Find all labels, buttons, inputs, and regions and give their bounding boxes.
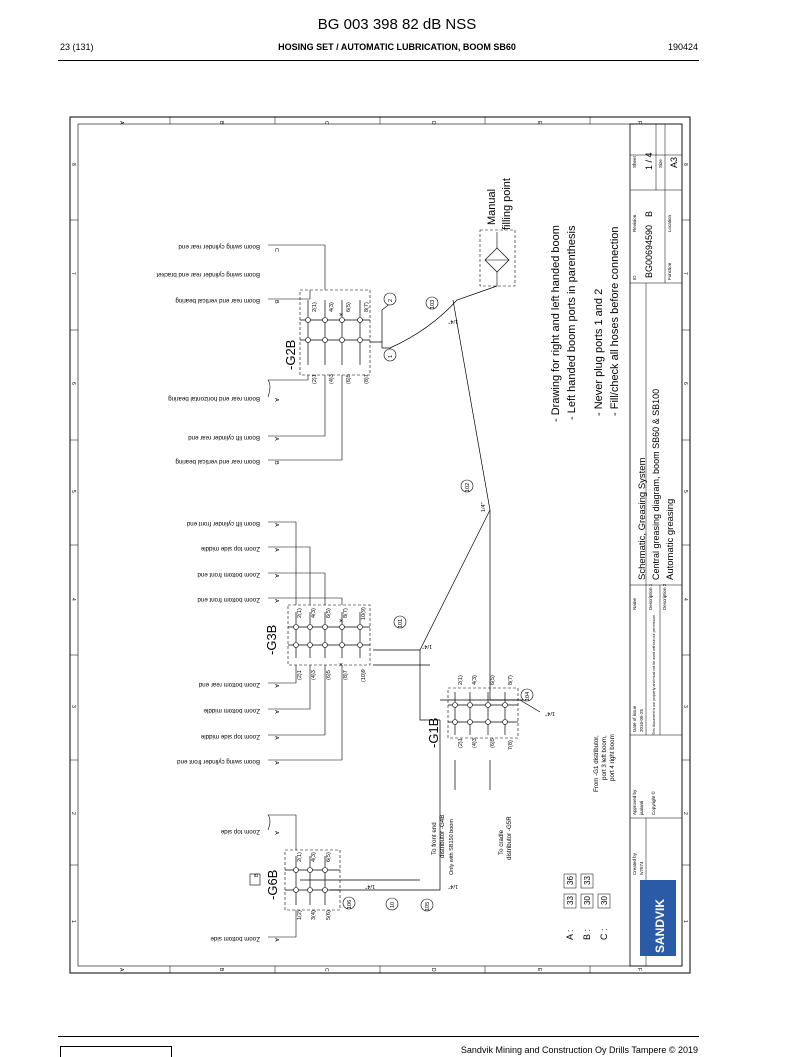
g6b-port-l3: 5(6): [326, 910, 332, 920]
pin-a-8: A: [273, 710, 279, 714]
pin-a-3: A: [273, 523, 279, 527]
to-cradle-2: distributor -G5R: [506, 816, 513, 860]
g2b-port-l2: (4)3: [329, 374, 335, 384]
footer-logo: [60, 1046, 172, 1057]
g3b-port-r2: 4(3): [311, 608, 317, 618]
g3b-port-l1: (2)1: [297, 670, 303, 680]
grid-side-r2: 2: [682, 812, 688, 815]
size-103: 1/4": [448, 318, 458, 324]
desc1-label: Description 1: [648, 583, 653, 610]
hose-106: 106: [347, 899, 353, 909]
drawing-frame: [70, 117, 690, 973]
g3b-plug-mark-2: ×: [339, 662, 344, 669]
distributor-g1b: [426, 675, 518, 750]
label-swing-front: Boom swing cylinder front end: [177, 758, 260, 765]
size-106: 1/4": [365, 883, 375, 889]
pin-a-7: A: [273, 684, 279, 688]
g3b-port-r1: 2(1): [297, 608, 303, 618]
document-title: BG 003 398 82 dB NSS: [317, 16, 477, 33]
grid-top-a: A: [118, 121, 124, 125]
id-label: ID: [632, 275, 637, 280]
grid-side-r7: 7: [682, 272, 688, 275]
g6b-port-l2: 3(4): [311, 910, 317, 920]
disclaimer: This document is our property and must not be used without our permission.: [652, 613, 656, 735]
created-by-label: Created by: [632, 852, 637, 875]
grid-side-3: 3: [70, 705, 76, 708]
grid-side-4: 4: [70, 598, 76, 601]
g3b-port-l2: (4)3: [311, 670, 317, 680]
grid-bottom-e: E: [536, 968, 542, 972]
grid-side-1: 1: [70, 920, 76, 923]
label-swing-rear: Boom swing cylinder rear end: [178, 243, 260, 250]
sheet-label: Sheet: [632, 156, 637, 168]
g3b-port-r3: 6(5): [326, 608, 332, 618]
distributor-g2b: [283, 290, 370, 384]
g2b-port-r2: 4(3): [329, 302, 335, 312]
date-label: Date of issue: [632, 705, 637, 732]
grid-letters: [70, 121, 688, 972]
approved-by-label: Approved by: [632, 789, 637, 815]
pin-c: C: [273, 248, 279, 252]
hose-number-circles: [343, 293, 533, 911]
grid-top-e: E: [536, 121, 542, 125]
g1b-port-r1: 2(1): [458, 675, 464, 685]
grid-side-r6: 6: [682, 382, 688, 385]
g2b-name: -G2B: [283, 339, 298, 370]
size-101: 1/4": [422, 643, 432, 649]
g3b-port-l5: (10)9: [361, 669, 367, 682]
label-bottom-rear: Zoom bottom rear end: [198, 681, 260, 688]
drawing-inner-frame: [78, 124, 682, 966]
size-102: 1/4": [481, 502, 487, 512]
grid-top-b: B: [218, 121, 224, 125]
drawing-id: BG00694590: [644, 224, 654, 278]
g2b-port-l1: (2)1: [312, 374, 318, 384]
label-top-middle-2: Zoom top side middle: [200, 733, 260, 740]
description-1: Central greasing diagram, boom SB60 & SB100: [651, 388, 661, 580]
grid-markers: [70, 117, 690, 973]
g2b-port-l4: (8)7: [364, 374, 370, 384]
g1b-name: -G1B: [426, 717, 441, 748]
hose-lines: [300, 286, 540, 890]
g6b-name: -G6B: [265, 869, 280, 900]
grid-bottom-b: B: [218, 968, 224, 972]
length-legend: [564, 874, 610, 940]
size-105: 1/4": [448, 883, 458, 889]
legend-a-v1: 33: [566, 896, 575, 905]
size-104: 1/4": [545, 710, 555, 716]
pin-letters: [273, 248, 279, 942]
g2b-port-l3: (6)5: [346, 374, 352, 384]
section-title: HOSING SET / AUTOMATIC LUBRICATION, BOOM SB60: [278, 42, 516, 52]
page-number: 23 (131): [60, 42, 94, 52]
label-rear-vertical-1: Boom rear end vertical bearing: [175, 297, 260, 304]
paper-size: A3: [669, 156, 679, 168]
revision: B: [644, 210, 654, 217]
destination-labels: [431, 734, 616, 875]
grid-side-8: 8: [70, 163, 76, 166]
hose-101: 101: [398, 618, 404, 628]
g1b-port-r4: 8(7): [508, 675, 514, 685]
legend-b-v2: 33: [583, 876, 592, 885]
g2b-port-r3: 6(5): [346, 302, 352, 312]
to-cradle-1: To cradle: [498, 829, 505, 855]
g6b-port-r2: 4(3): [311, 852, 317, 862]
date-of-issue: 2016-05-25: [639, 708, 644, 732]
hose-sizes: [365, 318, 555, 889]
grid-side-r3: 3: [682, 705, 688, 708]
g2b-port-r1: 2(1): [312, 302, 318, 312]
drawing-notes: [550, 225, 621, 422]
label-rear-vertical-2: Boom rear end vertical bearing: [175, 458, 260, 465]
grid-side-7: 7: [70, 272, 76, 275]
g3b-port-r4: 8(7): [343, 608, 349, 618]
desc2-label: Description 2: [662, 583, 667, 610]
g6b-port-l1: 1(2): [297, 910, 303, 920]
manual-fill-line2: filling point: [501, 178, 513, 230]
label-rear-horizontal: Boom rear end horizontal bearing: [168, 395, 260, 402]
pin-a-12: A: [273, 938, 279, 942]
grid-bottom-f: F: [636, 968, 642, 972]
sheet-number: 1 / 4: [644, 152, 654, 170]
g3b-port-l3: (6)5: [326, 670, 332, 680]
grid-side-r8: 8: [682, 163, 688, 166]
grid-bottom-a: A: [118, 968, 124, 972]
hose-2: 2: [388, 298, 394, 302]
legend-b-v1: 30: [583, 896, 592, 905]
pin-a-6: A: [273, 599, 279, 603]
title-block: [630, 124, 682, 966]
function-label: Function: [667, 262, 672, 280]
hose-104: 104: [525, 691, 531, 701]
approved-by: jaalanti: [639, 800, 644, 815]
legend-a-v2: 36: [566, 876, 575, 885]
manual-filling-point: [480, 178, 515, 286]
g1b-port-l3: (6)5: [490, 738, 496, 748]
label-lift-front: Boom lift cylinder front end: [186, 520, 260, 527]
g1b-port-r2: 4(3): [472, 675, 478, 685]
grid-bottom-c: C: [323, 968, 329, 972]
g1b-port-l1: (2)1: [458, 738, 464, 748]
g6b-port-r1: 2(1): [297, 852, 303, 862]
manual-fill-line1: Manual: [486, 188, 498, 225]
legend-c-v1: 30: [600, 896, 609, 905]
doc-date: 190424: [667, 42, 698, 52]
to-front-end-1: To front end: [431, 822, 438, 855]
revision-label: Revision: [632, 214, 637, 232]
g2b-port-r4: 8(7): [364, 302, 370, 312]
pin-a-2: A: [273, 437, 279, 441]
grid-bottom-d: D: [430, 968, 436, 972]
note-2: - Left handed boom ports in parenthesis: [566, 225, 578, 420]
b-marker: B: [254, 873, 260, 877]
note-4: - Fill/check all hoses before connection: [609, 226, 621, 416]
distributor-g6b: [250, 850, 340, 920]
hose-103: 103: [430, 299, 436, 309]
note-3: - Never plug ports 1 and 2: [593, 288, 605, 416]
label-bottom-front-1: Zoom bottom front end: [197, 571, 260, 578]
label-top-side: Zoom top side: [220, 828, 260, 835]
pin-a-11: A: [273, 831, 279, 835]
grid-top-f: F: [636, 121, 642, 125]
description-2: Automatic greasing: [665, 498, 676, 580]
grid-side-2: 2: [70, 812, 76, 815]
grid-side-r5: 5: [682, 490, 688, 493]
note-1: - Drawing for right and left handed boom: [550, 225, 562, 422]
from-g1-1: From -G1 distributor,: [593, 735, 600, 792]
to-front-end-3: Only with SB150 boom: [449, 819, 455, 875]
grid-top-c: C: [323, 121, 329, 125]
g3b-port-r5: 10(9): [361, 607, 367, 620]
label-lift-rear: Boom lift cylinder rear end: [188, 434, 260, 441]
grid-side-6: 6: [70, 382, 76, 385]
legend-c-key: C :: [599, 928, 609, 940]
legend-b-key: B :: [582, 928, 592, 940]
pin-b-1: B: [273, 300, 279, 304]
g3b-plug-mark-1: ×: [339, 618, 344, 625]
g3b-port-l4: (8)7: [343, 670, 349, 680]
copyright: Copyright ©: [651, 791, 656, 815]
g6b-port-r3: 6(5): [326, 852, 332, 862]
hose-102: 102: [465, 482, 471, 492]
to-front-end-2: distributor -G4B: [439, 814, 446, 858]
hose-105: 105: [425, 901, 431, 911]
size-label: Size: [658, 159, 663, 168]
hose-10: 10: [390, 901, 396, 908]
grid-side-r4: 4: [682, 598, 688, 601]
g1b-port-l2: (4)3: [472, 738, 478, 748]
label-bottom-middle: Zoom bottom middle: [203, 707, 260, 714]
location-label: Location: [667, 214, 672, 232]
pin-a-10: A: [273, 761, 279, 765]
grid-side-r1: 1: [682, 920, 688, 923]
from-g1-2: port 3 left boom,: [601, 735, 608, 780]
label-bottom-front-2: Zoom bottom front end: [197, 596, 260, 603]
pin-a-5: A: [273, 574, 279, 578]
hose-1: 1: [388, 354, 394, 358]
from-g1-3: port 4 right boom: [609, 734, 616, 781]
grid-side-5: 5: [70, 490, 76, 493]
distributor-g3b: [264, 605, 370, 682]
pin-a-4: A: [273, 548, 279, 552]
g2b-plug-mark: ×: [339, 312, 344, 319]
pin-a-1: A: [273, 398, 279, 402]
name-label: Name: [632, 597, 637, 610]
drawing-name: Schematic, Greasing System: [637, 457, 648, 580]
label-bottom-side: Zoom bottom side: [210, 935, 260, 942]
created-by: Iv7674: [639, 861, 644, 875]
legend-a-key: A :: [565, 929, 575, 940]
grid-top-d: D: [430, 121, 436, 125]
label-top-middle-1: Zoom top side middle: [200, 545, 260, 552]
g1b-port-l4: 7(8): [508, 740, 514, 750]
pin-b-2: B: [273, 461, 279, 465]
g1b-port-r3: 6(5): [490, 675, 496, 685]
g3b-name: -G3B: [264, 624, 279, 655]
boom-labels: [156, 243, 260, 942]
company-name: SANDVIK: [653, 898, 667, 953]
pin-a-9: A: [273, 736, 279, 740]
label-swing-bracket: Boom swing cylinder rear end bracket: [156, 271, 260, 278]
footer-rule: [58, 1036, 699, 1037]
footer-copyright: Sandvik Mining and Construction Oy Drills Tampere © 2019: [460, 1045, 698, 1055]
